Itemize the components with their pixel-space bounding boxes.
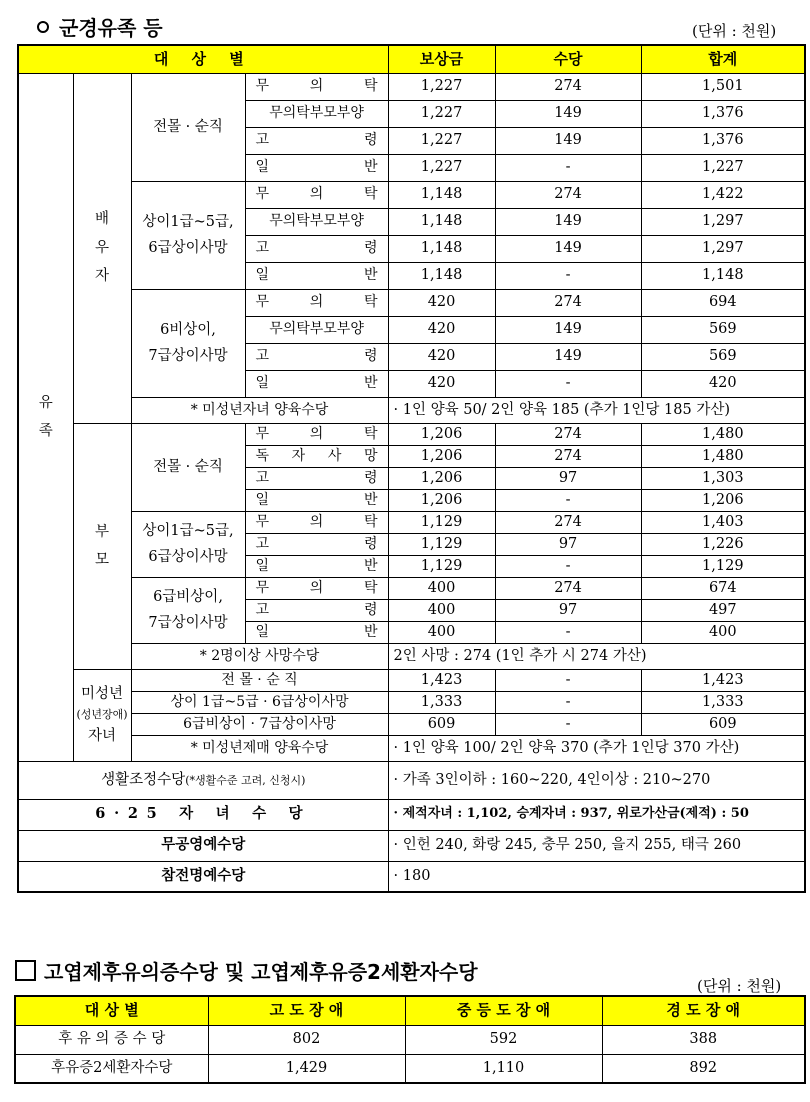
table-row <box>18 289 805 316</box>
cell-total: 1,403 <box>641 511 805 533</box>
category-label <box>131 577 245 643</box>
cell-compensation: 1,148 <box>388 235 495 262</box>
category-label-line: 6급상이사망 <box>148 549 228 565</box>
extra-label-text: 생활조정수당 <box>101 771 186 788</box>
category-label <box>131 73 245 181</box>
cell-allowance: 274 <box>495 423 641 445</box>
cell-type: 고 령 <box>245 533 388 555</box>
section1-title: 군경유족 등 <box>37 12 163 41</box>
section2-unit: (단위 : 천원) <box>697 977 782 995</box>
cell-total: 400 <box>641 621 805 643</box>
cell-total: 569 <box>641 343 805 370</box>
cell-allowance: - <box>495 262 641 289</box>
cell-total: 1,297 <box>641 235 805 262</box>
cell-allowance: - <box>495 489 641 511</box>
table-row <box>15 1054 805 1083</box>
note-label: * 미성년제매 양육수당 <box>131 735 388 761</box>
cell-type: 일 반 <box>245 370 388 397</box>
category-label-line: 상이1급~5급, <box>142 214 234 230</box>
extra-row <box>18 830 805 861</box>
cell-allowance: 149 <box>495 208 641 235</box>
table-row <box>18 181 805 208</box>
minor-label-line: (성년장애) <box>76 708 128 721</box>
cell-total: 1,480 <box>641 423 805 445</box>
cell-type: 6급비상이 · 7급상이사망 <box>131 713 388 735</box>
extra-label-text: 참전명예수당 <box>161 866 246 884</box>
checkbox-square-icon <box>15 960 36 981</box>
cell-compensation: 1,206 <box>388 489 495 511</box>
table-row <box>18 691 805 713</box>
cell-type: 무의탁부모부양 <box>245 316 388 343</box>
cell-compensation: 609 <box>388 713 495 735</box>
cell-type: 무의탁부모부양 <box>245 208 388 235</box>
cell-total: 1,206 <box>641 489 805 511</box>
cell-compensation: 420 <box>388 289 495 316</box>
cell-total: 1,148 <box>641 262 805 289</box>
category-label-line: 7급상이사망 <box>148 615 228 631</box>
subgroup-label-spouse-char: 배 <box>94 211 109 228</box>
subgroup-label-minor <box>73 669 131 761</box>
cell-compensation: 1,129 <box>388 555 495 577</box>
note-row <box>18 397 805 423</box>
subgroup-label-spouse <box>73 73 131 423</box>
table-row <box>18 73 805 100</box>
section1-unit: (단위 : 천원) <box>692 22 777 40</box>
cell-value: 388 <box>602 1025 805 1054</box>
cell-total: 1,333 <box>641 691 805 713</box>
minor-label-line: 자녀 <box>87 728 116 744</box>
cell-allowance: 97 <box>495 599 641 621</box>
cell-compensation: 400 <box>388 621 495 643</box>
extra-value: · 180 <box>388 861 805 892</box>
category-label-line: 상이1급~5급, <box>142 523 234 539</box>
cell-allowance: - <box>495 370 641 397</box>
cell-type: 고 령 <box>245 235 388 262</box>
cell-total: 1,501 <box>641 73 805 100</box>
cell-allowance: 149 <box>495 316 641 343</box>
cell-type: 독 자 사 망 <box>245 445 388 467</box>
cell-compensation: 400 <box>388 599 495 621</box>
cell-type: 무 의 탁 <box>245 181 388 208</box>
s2-header-target: 대 상 별 <box>15 996 208 1025</box>
compensation-table <box>17 44 806 893</box>
table-row <box>18 423 805 445</box>
extra-value: · 가족 3인이하 : 160~220, 4인이상 : 210~270 <box>388 761 805 799</box>
cell-allowance: 274 <box>495 289 641 316</box>
cell-total: 1,297 <box>641 208 805 235</box>
header-compensation: 보상금 <box>388 45 495 73</box>
extra-label <box>18 830 388 861</box>
category-label-line: 전몰 · 순직 <box>153 119 223 135</box>
cell-value: 1,429 <box>208 1054 405 1083</box>
s2-header-row <box>15 996 805 1025</box>
cell-allowance: - <box>495 669 641 691</box>
cell-compensation: 1,206 <box>388 445 495 467</box>
category-label-line: 6비상이, <box>160 322 216 338</box>
extra-label <box>18 799 388 830</box>
defoliant-table <box>14 995 806 1084</box>
cell-type: 무 의 탁 <box>245 289 388 316</box>
bullet-circle-icon <box>37 21 49 33</box>
header-allowance: 수당 <box>495 45 641 73</box>
cell-compensation: 1,333 <box>388 691 495 713</box>
cell-allowance: 274 <box>495 445 641 467</box>
row-label: 후유증2세환자수당 <box>15 1054 208 1083</box>
cell-allowance: 149 <box>495 100 641 127</box>
cell-allowance: - <box>495 154 641 181</box>
cell-compensation: 1,129 <box>388 533 495 555</box>
subgroup-label-parent-char: 부 <box>94 523 109 540</box>
category-label-line: 6급상이사망 <box>148 240 228 256</box>
cell-value: 1,110 <box>405 1054 602 1083</box>
cell-type: 전 몰 · 순 직 <box>131 669 388 691</box>
cell-total: 497 <box>641 599 805 621</box>
extra-label <box>18 861 388 892</box>
cell-allowance: 149 <box>495 235 641 262</box>
cell-total: 1,423 <box>641 669 805 691</box>
table-row <box>15 1025 805 1054</box>
group-label-survivor-char: 족 <box>38 423 53 439</box>
minor-label-line: 미성년 <box>80 686 124 702</box>
group-label-survivor-char: 유 <box>38 394 53 411</box>
category-label <box>131 423 245 511</box>
cell-total: 1,129 <box>641 555 805 577</box>
cell-type: 무 의 탁 <box>245 423 388 445</box>
category-label-line: 7급상이사망 <box>148 348 228 364</box>
cell-allowance: 97 <box>495 533 641 555</box>
extra-label-text: 무공영예수당 <box>161 836 246 854</box>
s2-header-mild: 경 도 장 애 <box>602 996 805 1025</box>
cell-type: 무 의 탁 <box>245 577 388 599</box>
cell-type: 고 령 <box>245 599 388 621</box>
s2-header-severe: 고 도 장 애 <box>208 996 405 1025</box>
table-row <box>18 669 805 691</box>
group-label-survivor <box>18 73 73 761</box>
cell-compensation: 420 <box>388 343 495 370</box>
cell-compensation: 1,206 <box>388 423 495 445</box>
cell-compensation: 400 <box>388 577 495 599</box>
extra-row <box>18 761 805 799</box>
cell-compensation: 1,227 <box>388 73 495 100</box>
cell-allowance: 274 <box>495 577 641 599</box>
cell-value: 592 <box>405 1025 602 1054</box>
note-row <box>18 735 805 761</box>
cell-compensation: 1,206 <box>388 467 495 489</box>
subgroup-label-parent-char: 모 <box>94 552 109 568</box>
cell-allowance: - <box>495 621 641 643</box>
cell-total: 1,376 <box>641 127 805 154</box>
cell-allowance: 97 <box>495 467 641 489</box>
extra-value: · 인헌 240, 화랑 245, 충무 250, 을지 255, 태극 260 <box>388 830 805 861</box>
cell-total: 569 <box>641 316 805 343</box>
cell-type: 일 반 <box>245 154 388 181</box>
header-row <box>18 45 805 73</box>
cell-allowance: 274 <box>495 73 641 100</box>
cell-compensation: 1,129 <box>388 511 495 533</box>
category-label <box>131 289 245 397</box>
cell-total: 1,480 <box>641 445 805 467</box>
header-total: 합계 <box>641 45 805 73</box>
cell-allowance: - <box>495 691 641 713</box>
cell-type: 무의탁부모부양 <box>245 100 388 127</box>
cell-compensation: 1,227 <box>388 127 495 154</box>
table-row <box>18 577 805 599</box>
note-value: 2인 사망 : 274 (1인 추가 시 274 가산) <box>388 643 805 669</box>
cell-type: 일 반 <box>245 489 388 511</box>
extra-label-text: 6·25 자 녀 수 당 <box>95 805 312 823</box>
cell-total: 1,227 <box>641 154 805 181</box>
extra-label-note: (*생활수준 고려, 신청시) <box>185 773 306 787</box>
cell-total: 420 <box>641 370 805 397</box>
cell-type: 고 령 <box>245 127 388 154</box>
category-label <box>131 511 245 577</box>
cell-allowance: 149 <box>495 343 641 370</box>
cell-total: 1,226 <box>641 533 805 555</box>
subgroup-label-spouse-char: 자 <box>94 268 109 285</box>
cell-allowance: 274 <box>495 181 641 208</box>
cell-type: 고 령 <box>245 467 388 489</box>
note-value: · 1인 양육 50/ 2인 양육 185 (추가 1인당 185 가산) <box>388 397 805 423</box>
section2-title: 고엽제후유의증수당 및 고엽제후유증2세환자수당 <box>15 956 478 985</box>
subgroup-label-spouse-char: 우 <box>94 239 109 256</box>
extra-row <box>18 799 805 830</box>
cell-value: 892 <box>602 1054 805 1083</box>
cell-allowance: 274 <box>495 511 641 533</box>
note-row <box>18 643 805 669</box>
note-label: * 2명이상 사망수당 <box>131 643 388 669</box>
cell-compensation: 1,227 <box>388 154 495 181</box>
cell-total: 1,376 <box>641 100 805 127</box>
table-row <box>18 511 805 533</box>
extra-label <box>18 761 388 799</box>
cell-total: 1,422 <box>641 181 805 208</box>
cell-total: 609 <box>641 713 805 735</box>
cell-total: 1,303 <box>641 467 805 489</box>
cell-compensation: 1,227 <box>388 100 495 127</box>
cell-allowance: - <box>495 713 641 735</box>
cell-allowance: - <box>495 555 641 577</box>
cell-allowance: 149 <box>495 127 641 154</box>
cell-type: 고 령 <box>245 343 388 370</box>
extra-value: · 제적자녀 : 1,102, 승계자녀 : 937, 위로가산금(제적) : 50 <box>388 799 805 830</box>
cell-type: 일 반 <box>245 555 388 577</box>
subgroup-label-parent <box>73 423 131 669</box>
category-label <box>131 181 245 289</box>
note-label: * 미성년자녀 양육수당 <box>131 397 388 423</box>
cell-compensation: 1,148 <box>388 181 495 208</box>
cell-total: 694 <box>641 289 805 316</box>
header-target: 대 상 별 <box>18 45 388 73</box>
cell-compensation: 1,423 <box>388 669 495 691</box>
cell-total: 674 <box>641 577 805 599</box>
category-label-line: 6급비상이, <box>153 589 223 605</box>
cell-type: 일 반 <box>245 262 388 289</box>
note-value: · 1인 양육 100/ 2인 양육 370 (추가 1인당 370 가산) <box>388 735 805 761</box>
cell-type: 무 의 탁 <box>245 73 388 100</box>
cell-compensation: 1,148 <box>388 208 495 235</box>
row-label: 후 유 의 증 수 당 <box>15 1025 208 1054</box>
s2-header-moderate: 중 등 도 장 애 <box>405 996 602 1025</box>
cell-compensation: 1,148 <box>388 262 495 289</box>
table-row <box>18 713 805 735</box>
cell-type: 무 의 탁 <box>245 511 388 533</box>
cell-value: 802 <box>208 1025 405 1054</box>
category-label-line: 전몰 · 순직 <box>153 459 223 475</box>
cell-type: 일 반 <box>245 621 388 643</box>
cell-compensation: 420 <box>388 370 495 397</box>
cell-compensation: 420 <box>388 316 495 343</box>
extra-row <box>18 861 805 892</box>
cell-type: 상이 1급~5급 · 6급상이사망 <box>131 691 388 713</box>
